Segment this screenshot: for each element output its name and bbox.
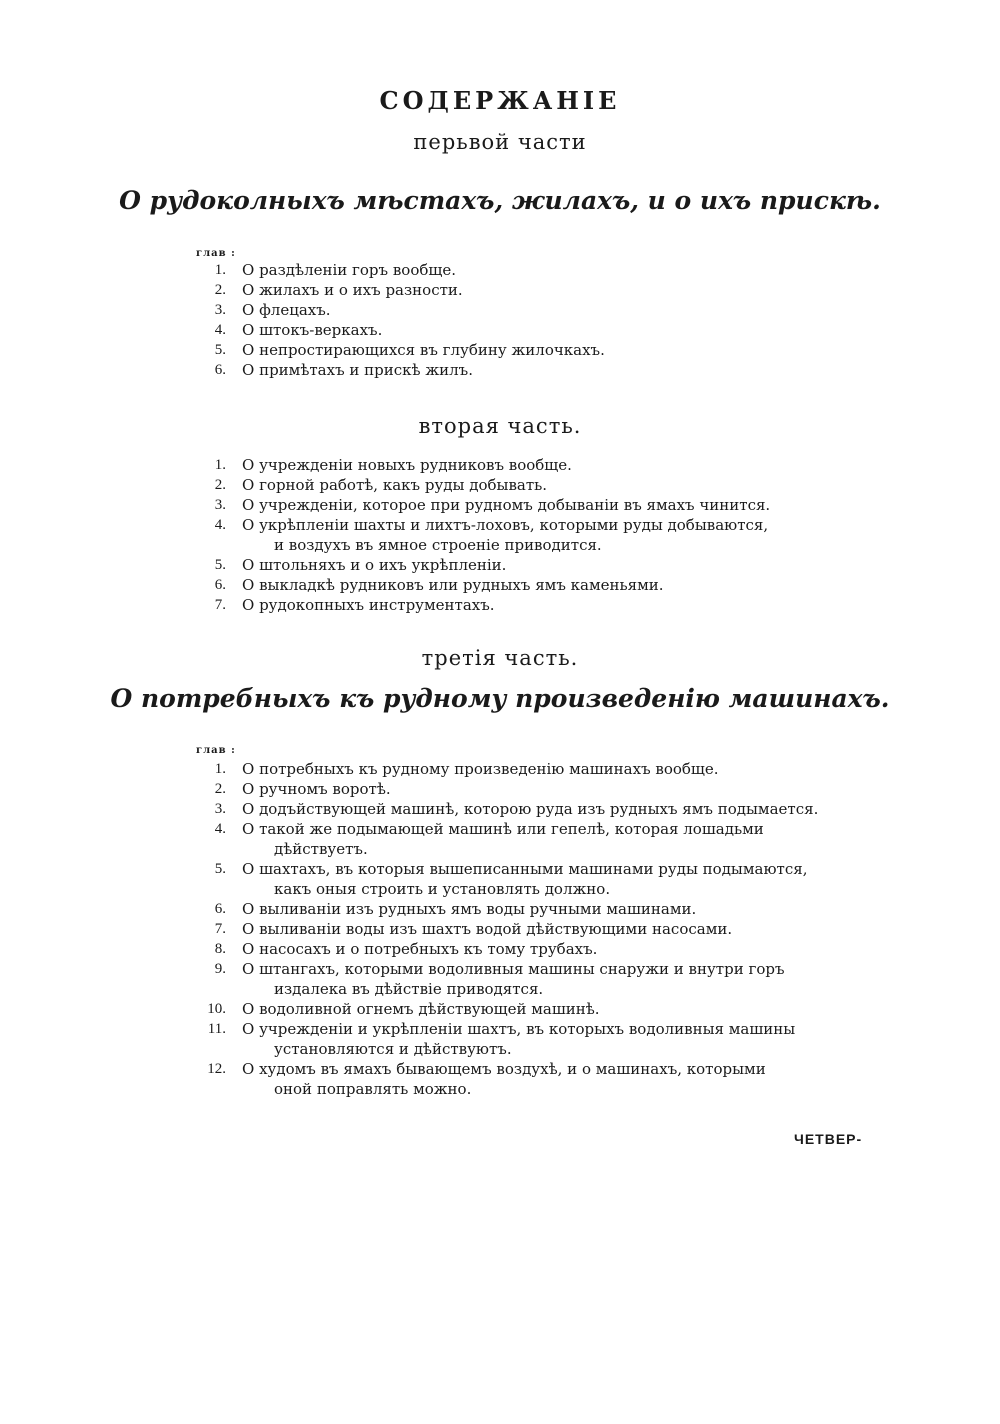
- part1-heading: перьвой части: [413, 130, 587, 154]
- part1-chapter-label: глав :: [196, 248, 236, 259]
- list-item: 6. О выкладкѣ рудниковъ или рудныхъ ямъ каменьями.: [214, 576, 664, 594]
- list-item: 1. О раздѣленіи горъ вообще.: [214, 261, 456, 279]
- part2-heading: вторая часть.: [418, 414, 582, 438]
- list-item: 7. О выливаніи воды изъ шахтъ водой дѣйствующими насосами.: [214, 920, 733, 938]
- list-item: 11. О учрежденіи и укрѣпленіи шахтъ, въ которыхъ водоливныя машины установляются и дѣйствуютъ.: [207, 1020, 796, 1058]
- list-item: 3. О флецахъ.: [214, 301, 331, 319]
- part3-chapter-list: [196, 759, 876, 1099]
- part3-heading: третія часть.: [421, 646, 579, 670]
- list-item: 4. О штокъ-веркахъ.: [214, 321, 383, 339]
- list-item: 3. О додъйствующей машинѣ, которою руда изъ рудныхъ ямъ подымается.: [214, 800, 819, 818]
- list-item: 1. О потребныхъ къ рудному произведенію машинахъ вообще.: [214, 760, 719, 778]
- list-item: 2. О горной работѣ, какъ руды добывать.: [214, 476, 548, 494]
- list-item: 9. О штангахъ, которыми водоливныя машины снаружи и внутри горъ издалека въ дѣйствіе приводятся.: [214, 960, 785, 998]
- part3-subtitle: О потребныхъ къ рудному произведенію машинахъ.: [110, 684, 890, 713]
- list-item: 2. О жилахъ и о ихъ разности.: [214, 281, 463, 299]
- part1-chapter-list: [196, 260, 876, 380]
- list-item: 1. О учрежденіи новыхъ рудниковъ вообще.: [214, 456, 572, 474]
- page-title: СОДЕРЖАНІЕ: [379, 86, 621, 115]
- list-item: 10. О водоливной огнемъ дѣйствующей машинѣ.: [207, 1000, 600, 1018]
- list-item: 5. О непростирающихся въ глубину жилочкахъ.: [214, 341, 605, 359]
- list-item: 8. О насосахъ и о потребныхъ къ тому трубахъ.: [214, 940, 598, 958]
- list-item: 3. О учрежденіи, которое при рудномъ добываніи въ ямахъ чинится.: [214, 496, 771, 514]
- part2-chapter-list: [196, 455, 876, 615]
- list-item: 5. О шахтахъ, въ которыя вышеписанными машинами руды подымаются, какъ оныя строить и установлять должно.: [214, 860, 808, 898]
- list-item: 7. О рудокопныхъ инструментахъ.: [214, 596, 495, 614]
- list-item: 2. О ручномъ воротѣ.: [214, 780, 391, 798]
- list-item: 6. О примѣтахъ и прискѣ жилъ.: [214, 361, 473, 379]
- list-item: 6. О выливаніи изъ рудныхъ ямъ воды ручными машинами.: [214, 900, 697, 918]
- list-item: 12. О худомъ въ ямахъ бывающемъ воздухѣ, и о машинахъ, которыми оной поправлять можно.: [207, 1060, 766, 1098]
- list-item: 4. О укрѣпленіи шахты и лихтъ-лоховъ, которыми руды добываются, и воздухъ въ ямное строеніе приводится.: [214, 516, 769, 554]
- catchword: ЧЕТВЕР-: [794, 1131, 863, 1147]
- part1-subtitle: О рудоколныхъ мѣстахъ, жилахъ, и о ихъ прискѣ.: [119, 186, 881, 215]
- part3-chapter-label: глав :: [196, 745, 236, 756]
- list-item: 4. О такой же подымающей машинѣ или гепелѣ, которая лошадьми дѣйствуетъ.: [214, 820, 764, 858]
- list-item: 5. О штольняхъ и о ихъ укрѣпленіи.: [214, 556, 507, 574]
